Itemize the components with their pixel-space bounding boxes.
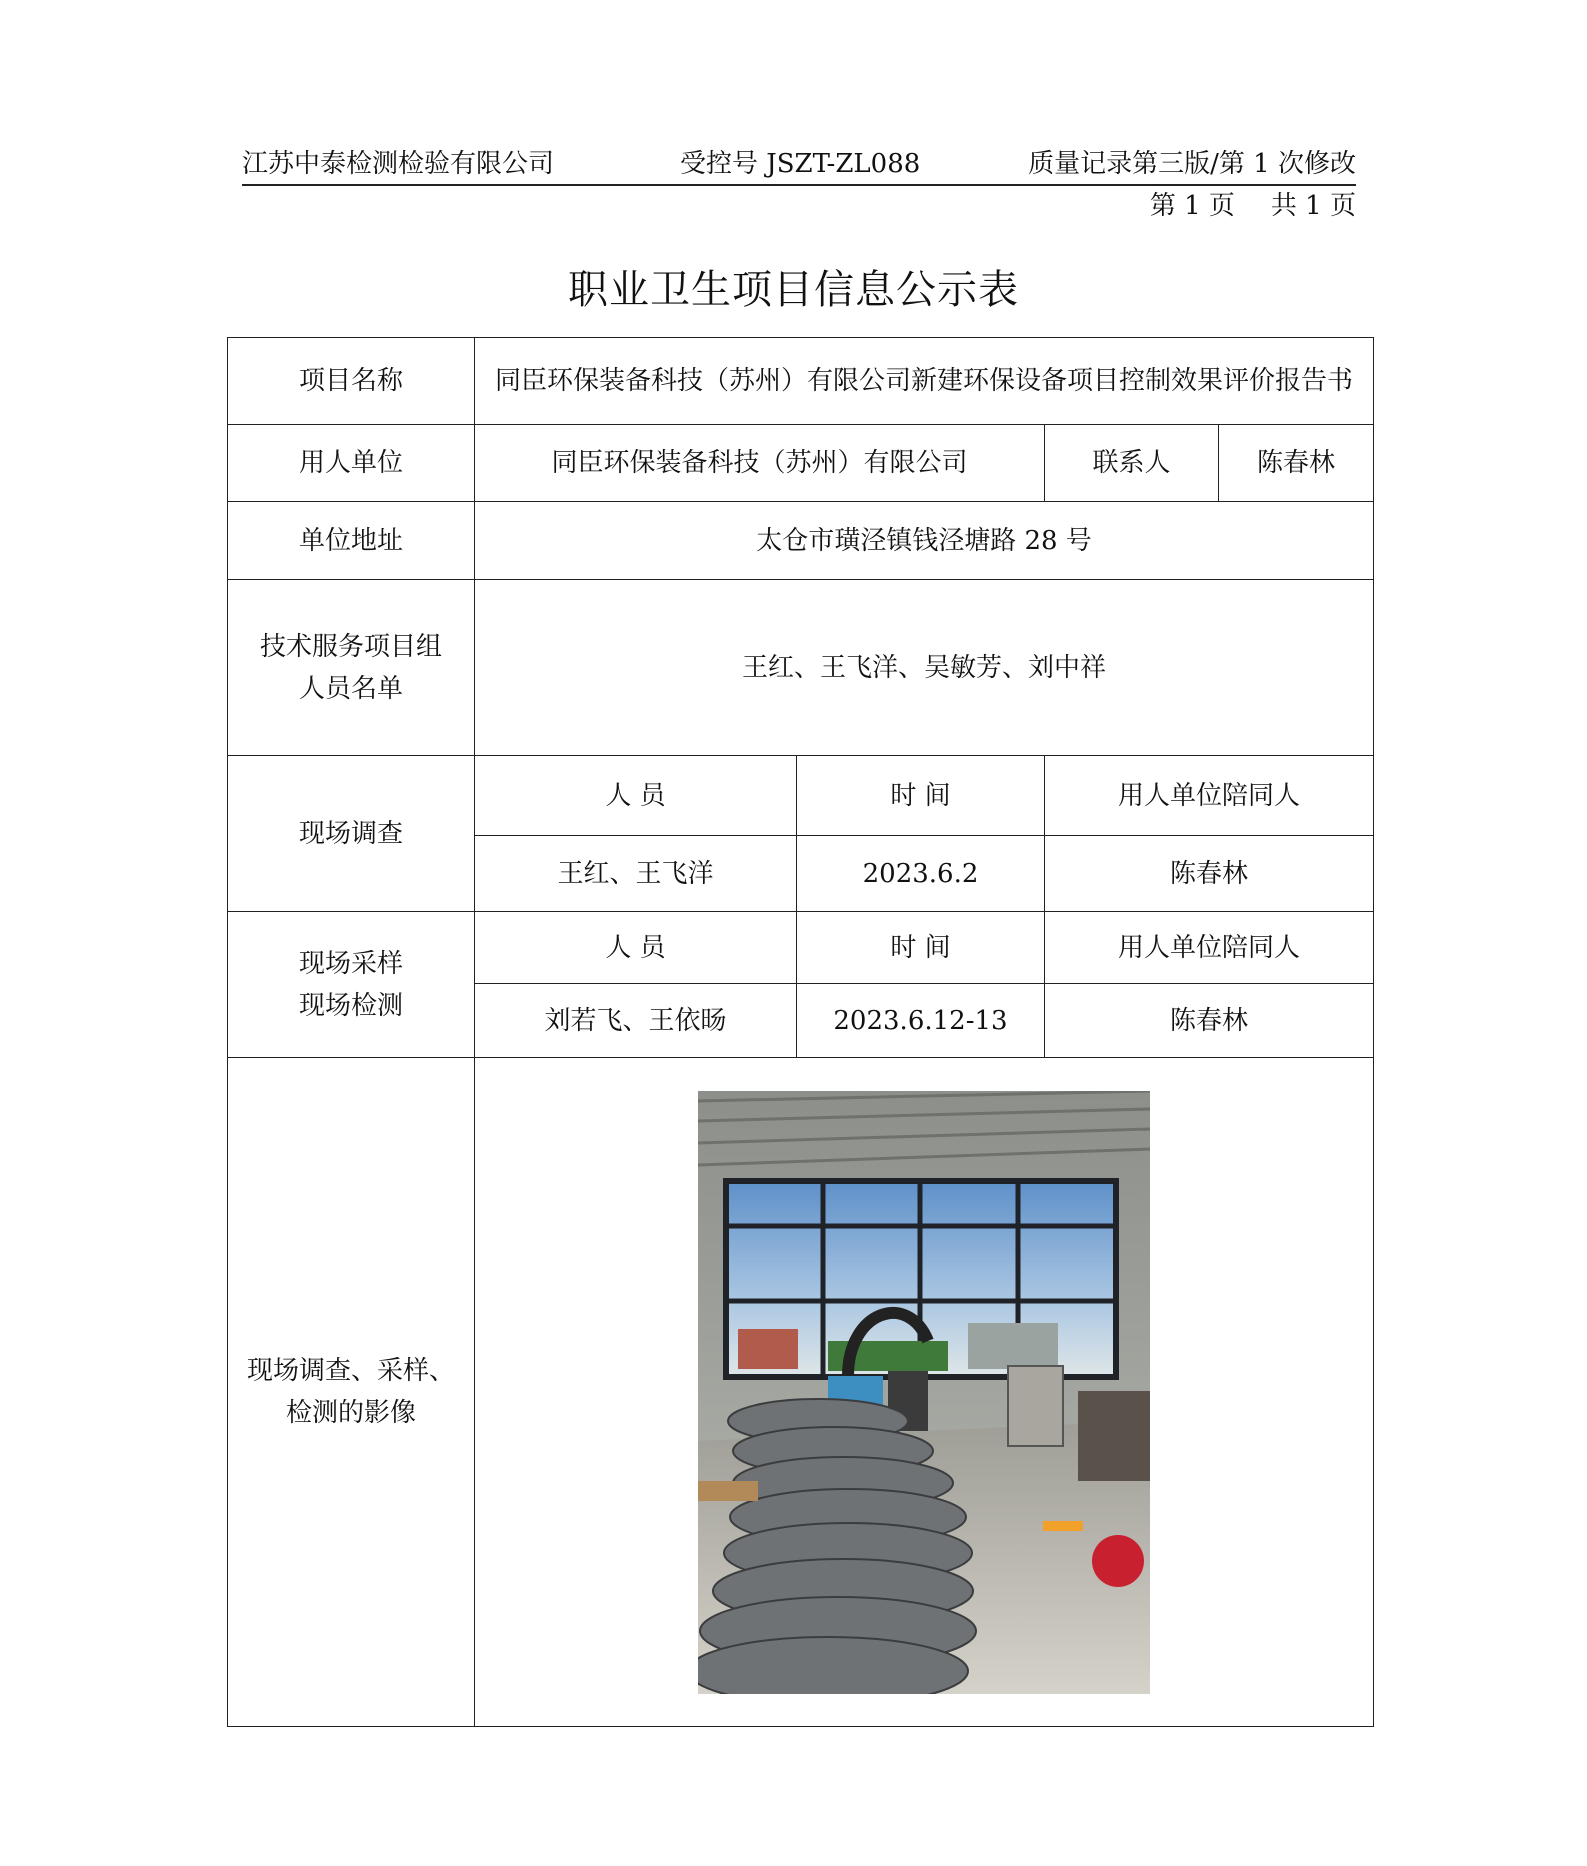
row-address	[228, 502, 1374, 580]
site-photo	[698, 1091, 1150, 1694]
label-images	[228, 1058, 475, 1727]
survey-person: 王红、王飞洋	[475, 836, 797, 912]
label-contact: 联系人	[1045, 425, 1219, 502]
quality-record-version: 质量记录第三版/第 1 次修改	[1028, 149, 1356, 179]
value-address: 太仓市璜泾镇钱泾塘路 28 号	[475, 502, 1374, 580]
survey-col-escort: 用人单位陪同人	[1045, 756, 1374, 836]
info-table	[227, 337, 1374, 1727]
document-header	[242, 144, 1356, 186]
images-cell	[475, 1058, 1374, 1727]
label-team-line2: 人员名单	[298, 673, 403, 704]
row-team	[228, 580, 1374, 756]
label-team	[228, 580, 475, 756]
sampling-col-escort: 用人单位陪同人	[1045, 912, 1374, 984]
label-images-line2: 检测的影像	[285, 1398, 416, 1428]
sampling-col-time: 时 间	[797, 912, 1045, 984]
label-sampling-line1: 现场采样	[298, 948, 403, 979]
value-employer: 同臣环保装备科技（苏州）有限公司	[475, 425, 1045, 502]
page-info	[1150, 188, 1356, 224]
value-project-name: 同臣环保装备科技（苏州）有限公司新建环保设备项目控制效果评价报告书	[475, 338, 1374, 425]
control-number: 受控号 JSZT-ZL088	[680, 149, 921, 179]
row-images	[228, 1058, 1374, 1727]
value-contact: 陈春林	[1219, 425, 1374, 502]
page-current: 第 1 页	[1149, 191, 1235, 221]
label-address: 单位地址	[228, 502, 475, 580]
page-total: 共 1 页	[1270, 191, 1356, 221]
label-images-line1: 现场调查、采样、	[246, 1356, 455, 1386]
sampling-time: 2023.6.12-13	[797, 984, 1045, 1058]
label-survey: 现场调查	[228, 756, 475, 912]
survey-col-time: 时 间	[797, 756, 1045, 836]
row-employer	[228, 425, 1374, 502]
label-team-line1: 技术服务项目组	[259, 631, 442, 662]
label-sampling-line2: 现场检测	[298, 990, 403, 1021]
survey-escort: 陈春林	[1045, 836, 1374, 912]
survey-col-person: 人 员	[475, 756, 797, 836]
value-team: 王红、王飞洋、吴敏芳、刘中祥	[475, 580, 1374, 756]
label-sampling	[228, 912, 475, 1058]
label-employer: 用人单位	[228, 425, 475, 502]
survey-time: 2023.6.2	[797, 836, 1045, 912]
sampling-escort: 陈春林	[1045, 984, 1374, 1058]
company-name: 江苏中泰检测检验有限公司	[242, 149, 555, 179]
row-project-name	[228, 338, 1374, 425]
page-title: 职业卫生项目信息公示表	[568, 267, 1019, 313]
sampling-col-person: 人 员	[475, 912, 797, 984]
label-project-name: 项目名称	[228, 338, 475, 425]
sampling-person: 刘若飞、王依旸	[475, 984, 797, 1058]
row-survey-header	[228, 756, 1374, 836]
row-sampling-header	[228, 912, 1374, 984]
